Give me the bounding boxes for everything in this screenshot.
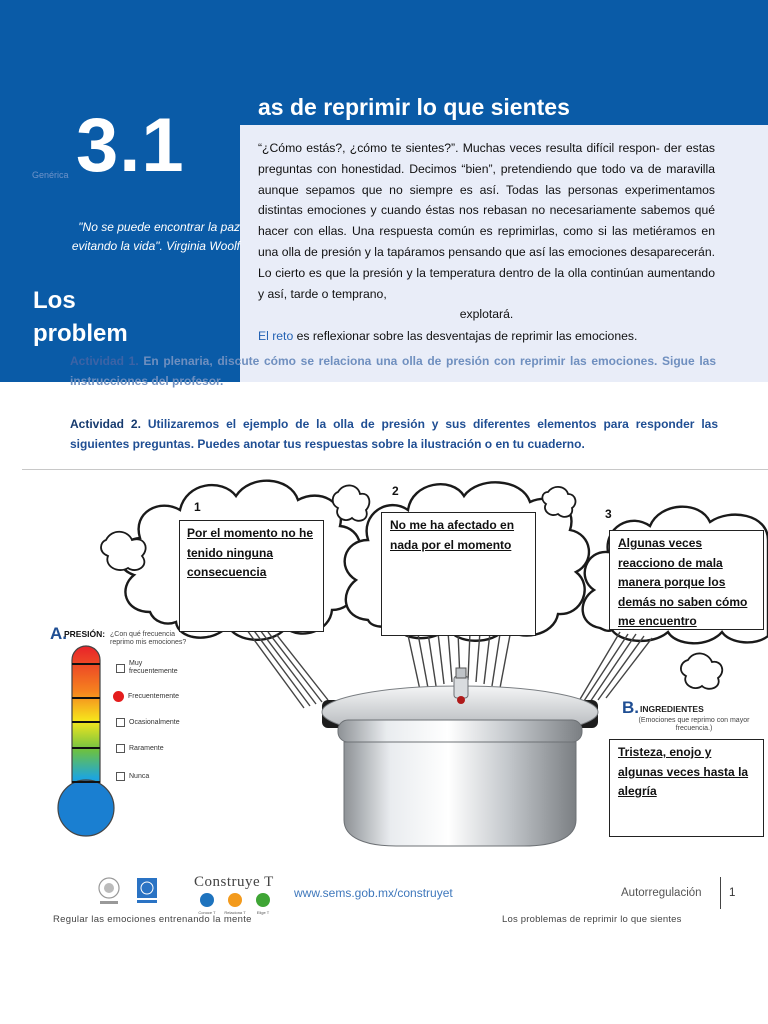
epigraph-quote: "No se puede encontrar la paz evitando la vida". Virginia Woolf bbox=[71, 220, 240, 253]
ingredients-answer-box[interactable]: Tristeza, enojo y algunas veces hasta la alegría bbox=[609, 739, 764, 837]
presion-title: PRESIÓN: bbox=[64, 629, 106, 639]
scale-option-frecuentemente[interactable]: Frecuentemente bbox=[113, 691, 179, 702]
footer-section-name: Autorregulación bbox=[621, 887, 702, 899]
activity-1: Actividad 1. En plenaria, discute cómo se relaciona una olla de presión con reprimir las emociones. Sigue las instrucciones del profesor. bbox=[70, 354, 717, 388]
pressure-thermometer bbox=[58, 646, 114, 836]
footer-left-caption: Regular las emociones entrenando la mente bbox=[53, 914, 252, 925]
presion-question: ¿Con qué frecuencia reprimo mis emociones? bbox=[110, 631, 187, 647]
checkbox-icon[interactable] bbox=[116, 772, 125, 781]
intro-paragraph: “¿Cómo estás?, ¿cómo te sientes?”. Muchas veces resulta difícil respon- der estas preguntas con honestidad. Decimos “bien”, pretendiendo que todo va de maravilla aunque sepamos que no siempre es así. Todas las personas experimentamos distintas emociones y cuando éstas nos rebasan no necesariamente sabemos qué hacer con ellas. Una respuesta común es reprimirlas, como si las metiéramos en una olla de presión y la tapáramos pensando que así las emociones desaparecerán. Lo cierto es que la presión y la temperatura dentro de la olla continúan aumentando y así, tarde o temprano, explotará. bbox=[258, 141, 715, 322]
footer-right-caption: Los problemas de reprimir lo que sientes bbox=[502, 914, 682, 925]
checkbox-icon[interactable] bbox=[116, 744, 125, 753]
answer-box-2[interactable]: No me ha afectado en nada por el momento bbox=[381, 512, 536, 636]
construye-t-icons bbox=[197, 892, 277, 916]
cloud-number-3: 3 bbox=[605, 507, 612, 521]
footer-divider bbox=[720, 877, 721, 909]
title-fragment-left: Los problem bbox=[33, 287, 128, 348]
activity-2: Actividad 2. Utilizaremos el ejemplo de la olla de presión y sus diferentes elementos para responder las siguientes preguntas. Puedes anotar tus respuestas sobre la ilustración o en tu cuaderno. bbox=[70, 417, 718, 451]
scale-option-ocasionalmente[interactable]: Ocasionalmente bbox=[116, 718, 180, 727]
scale-option-raramente[interactable]: Raramente bbox=[116, 744, 164, 753]
challenge-statement: El reto es reflexionar sobre las desventajas de reprimir las emociones. bbox=[258, 329, 638, 343]
footer-url-link[interactable]: www.sems.gob.mx/construyet bbox=[294, 886, 453, 900]
construye-t-brand: Construye T bbox=[194, 874, 274, 890]
page-title: as de reprimir lo que sientes bbox=[258, 94, 570, 120]
ingredients-subtitle: (Emociones que reprimo con mayor frecuencia.) bbox=[638, 717, 750, 733]
challenge-label: El reto bbox=[258, 329, 294, 343]
answer-box-1[interactable]: Por el momento no he tenido ninguna consecuencia bbox=[179, 520, 324, 632]
checkbox-icon[interactable] bbox=[116, 718, 125, 727]
checkbox-icon[interactable] bbox=[116, 664, 125, 673]
icon-label-conoce: Conoce T bbox=[198, 910, 216, 915]
page-number: 1 bbox=[729, 887, 736, 899]
scale-option-muy-frecuentemente[interactable]: Muy frecuentemente bbox=[116, 660, 189, 677]
ingredients-letter: B. bbox=[622, 698, 639, 717]
presion-letter: A. bbox=[50, 624, 67, 643]
ingredients-title: INGREDIENTES bbox=[640, 704, 704, 714]
selected-dot-icon[interactable] bbox=[113, 691, 124, 702]
generica-label: Genérica bbox=[32, 170, 69, 180]
cloud-number-2: 2 bbox=[392, 484, 399, 498]
answer-box-3[interactable]: Algunas veces reacciono de mala manera porque los demás no saben cómo me encuentro bbox=[609, 530, 764, 630]
scale-option-nunca[interactable]: Nunca bbox=[116, 772, 149, 781]
pressure-cooker bbox=[322, 668, 598, 846]
icon-label-elige: Elige T bbox=[256, 910, 270, 915]
un-logo bbox=[136, 877, 158, 905]
icon-label-relaciona: Relaciona T bbox=[224, 910, 246, 915]
lesson-number: 3.1 bbox=[76, 103, 185, 188]
sep-seal-logo bbox=[96, 876, 122, 906]
cloud-number-1: 1 bbox=[194, 500, 201, 514]
